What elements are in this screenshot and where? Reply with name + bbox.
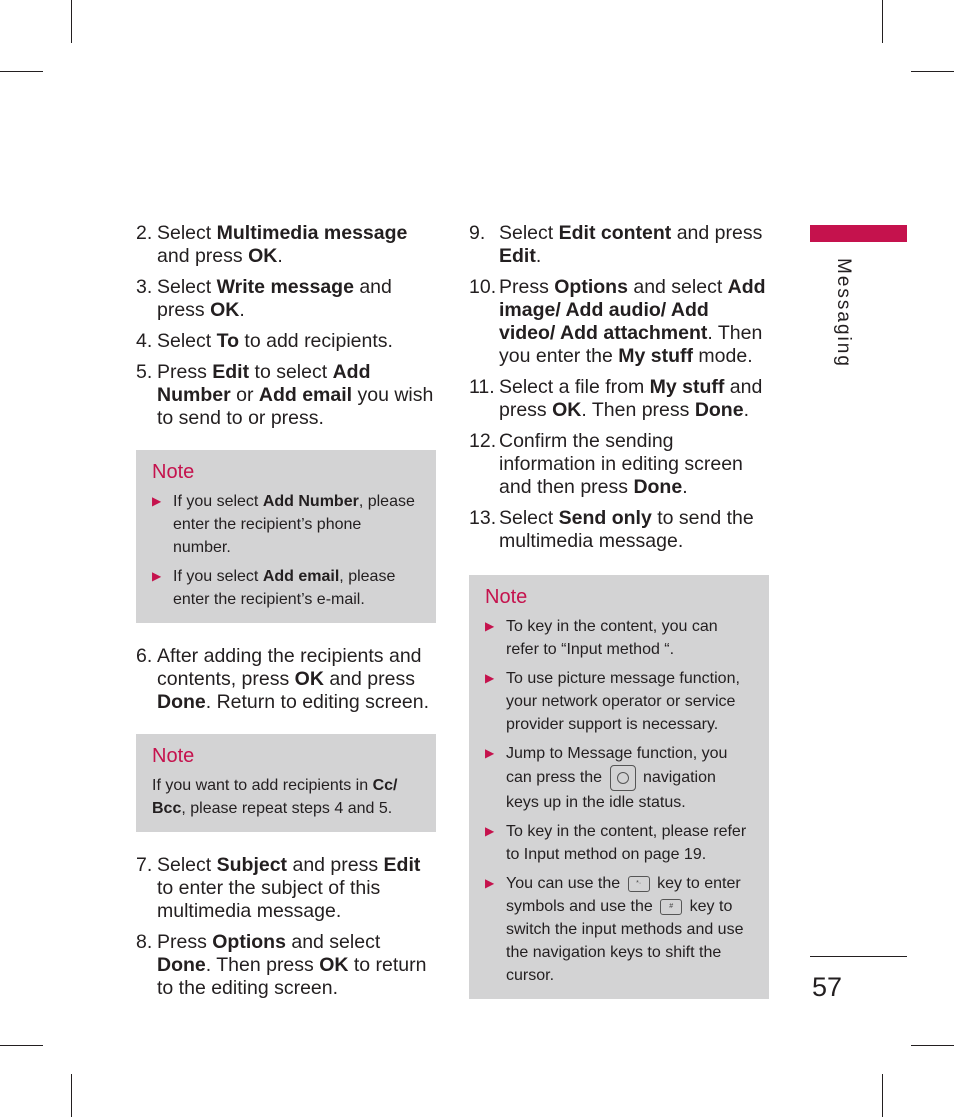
note-title: Note bbox=[485, 586, 528, 608]
text-run: you wish to send to or press. bbox=[157, 384, 434, 429]
step-item bbox=[469, 507, 769, 553]
text-run: Select bbox=[157, 854, 217, 876]
text-run: , please enter the recipient’s phone number. bbox=[173, 493, 415, 556]
text-run: . bbox=[239, 299, 245, 321]
text-run: You can use the bbox=[506, 875, 625, 892]
crop-mark bbox=[911, 1045, 954, 1046]
bold-term: Add Number bbox=[262, 493, 359, 510]
text-run: . bbox=[743, 399, 749, 421]
bold-term: OK bbox=[248, 245, 278, 267]
step-list bbox=[136, 222, 436, 430]
note-box bbox=[136, 734, 436, 832]
text-run: . bbox=[682, 476, 688, 498]
note-title: Note bbox=[152, 745, 195, 767]
step-item bbox=[469, 430, 769, 499]
step-number: 2. bbox=[136, 222, 153, 244]
bold-term: Options bbox=[212, 931, 286, 953]
text-run: Select a file from bbox=[499, 376, 650, 398]
step-item bbox=[136, 222, 436, 268]
note-bullet bbox=[152, 490, 420, 559]
bold-term: Edit bbox=[212, 361, 250, 383]
text-run: key to enter symbols and use the bbox=[506, 875, 741, 915]
step-item bbox=[469, 376, 769, 422]
text-run: and press bbox=[499, 376, 763, 421]
step-list bbox=[136, 854, 436, 1000]
note-box bbox=[469, 575, 769, 999]
crop-mark bbox=[71, 0, 72, 43]
bullet-arrow-icon: ▶ bbox=[152, 569, 162, 583]
text-run: To key in the content, you can refer to “Input method “. bbox=[506, 618, 718, 658]
text-run: , please enter the recipient’s e-mail. bbox=[173, 568, 396, 608]
text-run: and press bbox=[157, 276, 392, 321]
bullet-arrow-icon: ▶ bbox=[485, 824, 495, 838]
text-run: Select bbox=[499, 222, 559, 244]
note-box bbox=[136, 450, 436, 623]
text-run: and select bbox=[285, 931, 381, 953]
bold-term: Add image/ Add audio/ Add video/ Add attachment bbox=[499, 276, 766, 344]
text-run: . Return to editing screen. bbox=[205, 691, 430, 713]
crop-mark bbox=[0, 1045, 43, 1046]
step-number: 7. bbox=[136, 854, 153, 876]
bold-term: Edit bbox=[383, 854, 421, 876]
bold-term: Edit bbox=[499, 245, 536, 267]
crop-mark bbox=[882, 1074, 883, 1117]
step-number: 8. bbox=[136, 931, 153, 953]
bullet-arrow-icon: ▶ bbox=[152, 494, 162, 508]
bold-term: Cc/ Bcc bbox=[152, 777, 398, 817]
bold-term: Multimedia message bbox=[216, 222, 408, 244]
note-bullet bbox=[152, 565, 420, 611]
text-run: navigation keys up in the idle status. bbox=[506, 769, 716, 811]
step-number: 6. bbox=[136, 645, 153, 667]
text-run: Confirm the sending information in editing screen and then press bbox=[499, 430, 743, 498]
text-run: . Then press bbox=[581, 399, 695, 421]
text-run: and press bbox=[287, 854, 384, 876]
bold-term: My stuff bbox=[649, 376, 725, 398]
note-bullet bbox=[485, 615, 753, 661]
crop-mark bbox=[911, 71, 954, 72]
step-item bbox=[136, 276, 436, 322]
note-bullet bbox=[485, 820, 753, 866]
text-run: If you want to add recipients in bbox=[152, 777, 373, 794]
step-item bbox=[136, 330, 436, 353]
text-run: Press bbox=[499, 276, 555, 298]
bullet-arrow-icon: ▶ bbox=[485, 746, 495, 760]
step-item bbox=[136, 854, 436, 923]
text-run: . Then you enter the bbox=[499, 322, 763, 367]
crop-mark bbox=[0, 71, 43, 72]
text-run: . bbox=[277, 245, 283, 267]
step-item bbox=[136, 361, 436, 430]
note-bullets bbox=[485, 615, 753, 987]
text-run: To key in the content, please refer to Input method on page 19. bbox=[506, 823, 747, 863]
step-item bbox=[136, 931, 436, 1000]
bullet-arrow-icon: ▶ bbox=[485, 619, 495, 633]
note-title: Note bbox=[152, 461, 195, 483]
bold-term: Edit content bbox=[558, 222, 672, 244]
bold-term: Write message bbox=[216, 276, 354, 298]
text-run: Select bbox=[157, 222, 217, 244]
bold-term: To bbox=[216, 330, 240, 352]
bold-term: Done bbox=[633, 476, 683, 498]
section-tab bbox=[810, 225, 907, 242]
note-bullet bbox=[485, 667, 753, 736]
bold-term: Done bbox=[157, 954, 206, 976]
step-item bbox=[469, 276, 769, 368]
bold-term: OK bbox=[210, 299, 240, 321]
step-number: 3. bbox=[136, 276, 153, 298]
step-number: 12. bbox=[469, 430, 497, 452]
note-bullets bbox=[152, 490, 420, 611]
bold-term: My stuff bbox=[618, 345, 693, 367]
text-run: , please repeat steps 4 and 5. bbox=[181, 800, 393, 817]
text-run: Select bbox=[157, 330, 217, 352]
crop-mark bbox=[71, 1074, 72, 1117]
bold-term: OK bbox=[319, 954, 349, 976]
step-list bbox=[136, 645, 436, 714]
page-number-rule bbox=[810, 956, 907, 957]
text-run: and press bbox=[323, 668, 415, 690]
text-run: Press bbox=[157, 361, 213, 383]
text-run: or bbox=[230, 384, 259, 406]
step-number: 4. bbox=[136, 330, 153, 352]
bold-term: OK bbox=[294, 668, 324, 690]
bold-term: Send only bbox=[558, 507, 652, 529]
bold-term: Options bbox=[554, 276, 628, 298]
step-item bbox=[469, 222, 769, 268]
star-key-icon: *· bbox=[628, 876, 650, 892]
bullet-arrow-icon: ▶ bbox=[485, 876, 495, 890]
text-run: and select bbox=[627, 276, 728, 298]
right-column bbox=[469, 222, 769, 1021]
section-label: Messaging bbox=[833, 258, 854, 368]
text-run: to add recipients. bbox=[239, 330, 393, 352]
text-run: to select bbox=[249, 361, 333, 383]
bold-term: OK bbox=[552, 399, 582, 421]
bullet-arrow-icon: ▶ bbox=[485, 671, 495, 685]
text-run: and press bbox=[671, 222, 763, 244]
note-bullet bbox=[485, 742, 753, 814]
text-run: After adding the recipients and contents, press bbox=[157, 645, 422, 690]
bold-term: Add email bbox=[262, 568, 340, 585]
text-run: If you select bbox=[173, 568, 263, 585]
text-run: to send the multimedia message. bbox=[499, 507, 754, 552]
bold-term: Add email bbox=[258, 384, 353, 406]
bold-term: Done bbox=[694, 399, 744, 421]
text-run: Select bbox=[157, 276, 217, 298]
page-number: 57 bbox=[812, 972, 843, 1002]
bold-term: Add Number bbox=[157, 361, 371, 406]
text-run: Jump to Message function, you can press the bbox=[506, 745, 728, 787]
left-column bbox=[136, 222, 436, 1008]
text-run: . Then press bbox=[205, 954, 320, 976]
text-run: To use picture message function, your network operator or service provider support is necessary. bbox=[506, 670, 740, 733]
text-run: to enter the subject of this multimedia message. bbox=[157, 877, 381, 922]
step-list bbox=[469, 222, 769, 553]
hash-key-icon: # bbox=[660, 899, 682, 915]
step-number: 10. bbox=[469, 276, 497, 298]
step-number: 11. bbox=[469, 376, 495, 398]
text-run: and press bbox=[157, 245, 249, 267]
note-text bbox=[152, 774, 420, 820]
bold-term: Subject bbox=[216, 854, 288, 876]
note-bullet bbox=[485, 872, 753, 987]
text-run: . bbox=[535, 245, 542, 267]
text-run: to return to the editing screen. bbox=[157, 954, 427, 999]
step-item bbox=[136, 645, 436, 714]
navigation-key-icon bbox=[610, 765, 636, 791]
step-number: 9. bbox=[469, 222, 486, 244]
bold-term: Done bbox=[157, 691, 206, 713]
text-run: Select bbox=[499, 507, 559, 529]
step-number: 5. bbox=[136, 361, 153, 383]
crop-mark bbox=[882, 0, 883, 43]
text-run: mode. bbox=[693, 345, 753, 367]
text-run: key to switch the input methods and use the navigation keys to shift the cursor. bbox=[506, 898, 744, 984]
step-number: 13. bbox=[469, 507, 497, 529]
text-run: If you select bbox=[173, 493, 263, 510]
text-run: Press bbox=[157, 931, 213, 953]
